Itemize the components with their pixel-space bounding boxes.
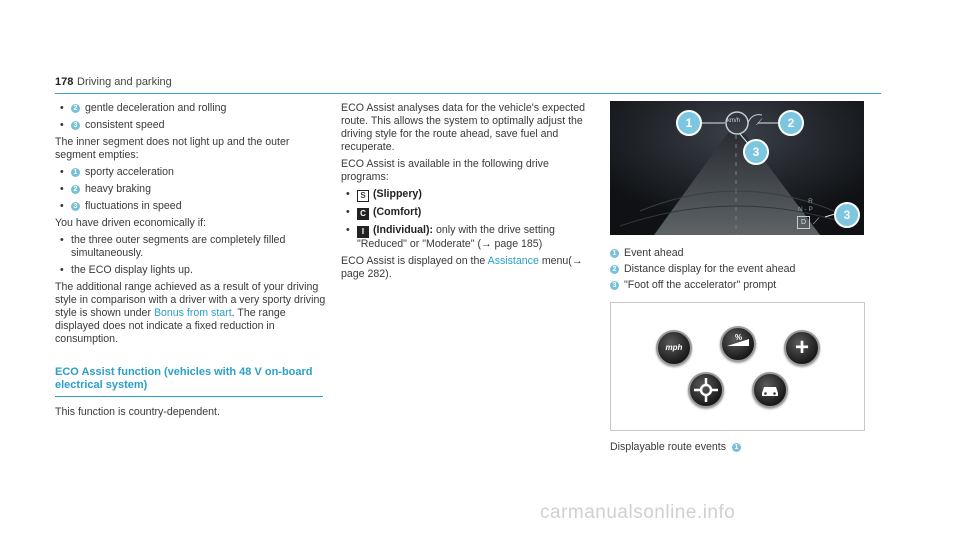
paragraph-text: . The range displayed does not indicate a fixed reduction in consumption. [55, 307, 286, 345]
section-heading: ECO Assist function (vehicles with 48 V on-board electrical system) [55, 366, 313, 391]
gradient-icon-label: % [735, 333, 743, 342]
roundabout-icon-glyph [690, 374, 722, 406]
chapter-title: Driving and parking [77, 76, 172, 88]
speed-unit-label: km/h [727, 118, 741, 124]
watermark: carmanualsonline.info [540, 502, 736, 523]
list-item-text: fluctuations in speed [85, 200, 182, 212]
callout-badge: 2 [71, 104, 80, 113]
paragraph-eco-analyses: ECO Assist analyses data for the vehicle's expected route. This allows the system to optimally adjust the driving style for the route ahead, save fuel and recuperate. [341, 102, 586, 153]
program-label: (Slippery) [373, 188, 422, 200]
gear-indicator-letters: R N - P [798, 198, 813, 213]
middle-column [341, 102, 591, 285]
comfort-icon: C [357, 208, 369, 220]
list-item-text: consistent speed [85, 119, 165, 131]
caption-text: Displayable route events [610, 441, 727, 453]
callout-badge: 1 [610, 249, 619, 258]
list-item-text: heavy braking [85, 183, 151, 195]
foot-off-accelerator-icon: ⟋ [756, 117, 763, 127]
program-note: only with the drive setting "Reduced" or "Moderate" (→ page 185) [357, 224, 555, 250]
paragraph-inner-segment: The inner segment does not light up and the outer segment empties: [55, 136, 290, 161]
paragraph-eco-available: ECO Assist is available in the following drive programs: [341, 158, 549, 183]
list-item-program [341, 188, 591, 202]
callout-3: 2 [778, 110, 804, 136]
list-item [55, 102, 327, 115]
junction-icon: + [784, 330, 820, 366]
callout-2: 3 [743, 139, 769, 165]
paragraph-text: menu(→ page 282). [341, 255, 583, 280]
legend-text: Distance display for the event ahead [624, 263, 796, 275]
foot-off-accelerator-icon: ⟋ [813, 216, 820, 226]
callout-badge: 3 [71, 202, 80, 211]
callout-badge: 1 [71, 168, 80, 177]
callout-badge: 2 [610, 265, 619, 274]
bonus-from-start-link[interactable]: Bonus from start [153, 307, 232, 319]
page-number: 178 [55, 76, 74, 88]
vehicle-ahead-icon-glyph [754, 374, 786, 406]
paragraph-eco-displayed [341, 255, 591, 281]
individual-icon: I [357, 226, 369, 238]
list-item-program [341, 224, 591, 251]
slippery-icon: S [357, 190, 369, 202]
legend-item [610, 263, 864, 276]
paragraph-text: ECO Assist is displayed on the [341, 255, 486, 267]
callout-badge: 3 [71, 121, 80, 130]
cluster-display-image [610, 101, 864, 235]
program-label: (Comfort) [373, 206, 422, 218]
callout-3: 3 [834, 202, 860, 228]
paragraph-text: The additional range achieved as a result of your driving style in comparison with a driver with a very sporty driving style is shown under [55, 281, 326, 319]
callout-badge: 2 [71, 185, 80, 194]
list-item-program [341, 206, 591, 220]
left-column [55, 102, 327, 423]
roundabout-icon [688, 372, 724, 408]
vehicle-ahead-icon [752, 372, 788, 408]
callout-1: 1 [676, 110, 702, 136]
list-item: • the ECO display lights up. [55, 264, 327, 277]
figure-legend [610, 247, 864, 295]
list-item [55, 200, 327, 213]
list-item [55, 119, 327, 132]
paragraph-additional-range [55, 281, 327, 346]
paragraph-country: This function is country-dependent. [55, 406, 220, 418]
program-label: (Individual): [373, 224, 434, 236]
list-item-text: gentle deceleration and rolling [85, 102, 227, 114]
speed-limit-icon: mph [656, 330, 692, 366]
list-item: • the three outer segments are completely filled simultaneously. [55, 234, 327, 260]
header-divider [55, 93, 881, 94]
legend-item [610, 279, 864, 292]
gear-current: D [797, 216, 810, 229]
list-item [55, 166, 327, 179]
legend-text: "Foot off the accelerator" prompt [624, 279, 777, 291]
assistance-link[interactable]: Assistance [487, 255, 539, 267]
route-events-image [610, 302, 865, 431]
callout-badge: 1 [732, 443, 741, 452]
legend-text: Event ahead [624, 247, 684, 259]
paragraph-driven-economically: You have driven economically if: [55, 217, 206, 229]
legend-item [610, 247, 864, 260]
section-divider [55, 396, 323, 397]
list-item-text: sporty acceleration [85, 166, 174, 178]
callout-badge: 3 [610, 281, 619, 290]
figure-caption [610, 441, 746, 454]
gradient-icon [720, 326, 756, 362]
list-item [55, 183, 327, 196]
